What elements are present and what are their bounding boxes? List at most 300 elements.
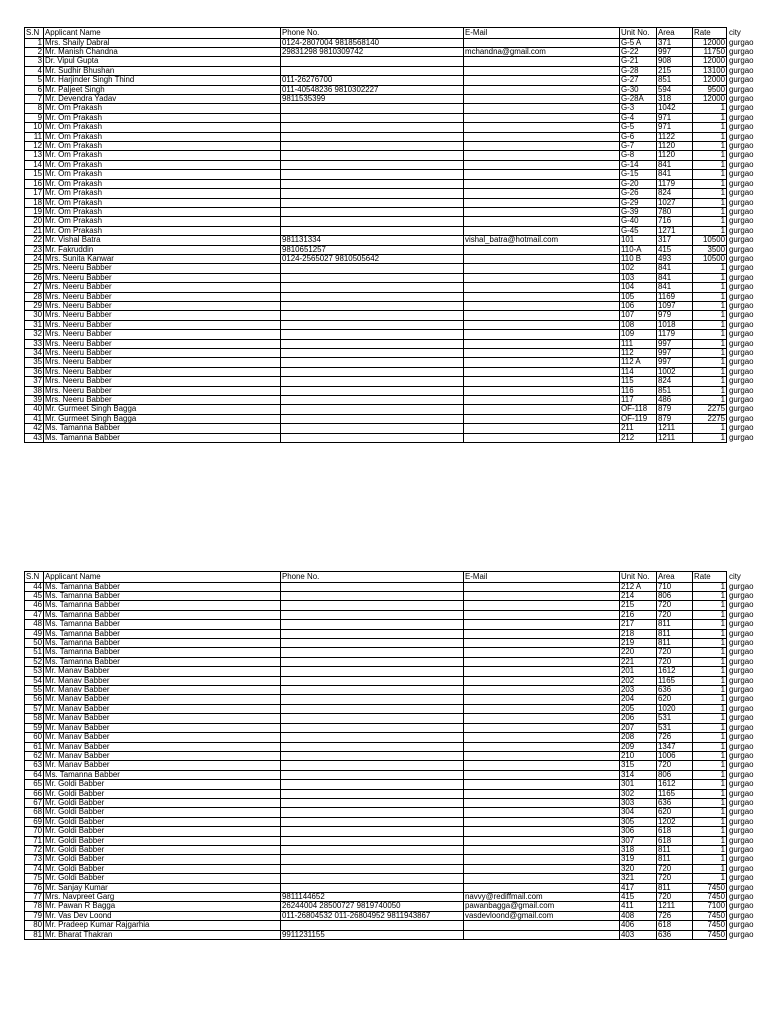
table-row [25, 57, 768, 66]
unit-cell: G-15 [620, 170, 657, 179]
city-cell: gurgao [729, 675, 754, 685]
area-cell: 841 [657, 170, 693, 179]
table-row [25, 874, 768, 883]
city-cell: gurgao [729, 244, 754, 254]
table-row [25, 358, 768, 367]
area-cell: 710 [657, 582, 693, 591]
name-cell: Mr. Goldi Babber [44, 874, 281, 883]
sn-cell: 80 [25, 921, 44, 930]
phone-cell [281, 377, 464, 386]
unit-cell: 304 [620, 808, 657, 817]
area-cell: 851 [657, 386, 693, 395]
sn-cell: 59 [25, 723, 44, 732]
name-cell: Mrs. Neeru Babber [44, 301, 281, 310]
table-row [25, 789, 768, 798]
city-cell: gurgao [729, 732, 754, 742]
unit-cell: G-27 [620, 76, 657, 85]
table-row [25, 349, 768, 358]
table-row [25, 433, 768, 442]
email-cell [464, 836, 620, 845]
unit-cell: 306 [620, 827, 657, 836]
sn-cell: 76 [25, 883, 44, 892]
name-cell: Mrs. Neeru Babber [44, 358, 281, 367]
email-cell [464, 921, 620, 930]
table-row [25, 104, 768, 113]
unit-cell: G-5 A [620, 38, 657, 47]
name-cell: Mr. Manav Babber [44, 667, 281, 676]
email-cell [464, 217, 620, 226]
area-cell: 811 [657, 883, 693, 892]
name-cell: Ms. Tamanna Babber [44, 610, 281, 619]
rate-cell: 1 [693, 367, 727, 376]
area-cell: 1027 [657, 198, 693, 207]
sn-cell: 68 [25, 808, 44, 817]
table-row [25, 657, 768, 666]
area-cell: 997 [657, 358, 693, 367]
unit-cell: 302 [620, 789, 657, 798]
rate-cell: 1 [693, 273, 727, 282]
email-cell [464, 396, 620, 405]
email-cell [464, 620, 620, 629]
phone-cell [281, 855, 464, 864]
email-cell [464, 85, 620, 94]
city-cell: gurgao [729, 329, 754, 339]
table-row [25, 424, 768, 433]
phone-cell [281, 864, 464, 873]
sn-cell: 9 [25, 113, 44, 122]
sn-cell: 7 [25, 95, 44, 104]
rate-cell: 1 [693, 179, 727, 188]
area-cell: 1165 [657, 676, 693, 685]
name-cell: Mr. Goldi Babber [44, 836, 281, 845]
phone-cell [281, 751, 464, 760]
sn-cell: 4 [25, 66, 44, 75]
area-cell: 841 [657, 160, 693, 169]
table-row [25, 414, 768, 423]
area-cell: 486 [657, 396, 693, 405]
city-cell: gurgao [729, 206, 754, 216]
sn-cell: 74 [25, 864, 44, 873]
email-cell [464, 339, 620, 348]
sheet-2 [24, 571, 768, 940]
city-cell: gurgao [729, 873, 754, 883]
header-sn: S.N [25, 28, 44, 39]
name-cell: Mr. Goldi Babber [44, 845, 281, 854]
unit-cell: 210 [620, 751, 657, 760]
phone-cell [281, 620, 464, 629]
city-cell: gurgao [729, 122, 754, 132]
area-cell: 618 [657, 827, 693, 836]
unit-cell: G-22 [620, 48, 657, 57]
name-cell: Mr. Om Prakash [44, 142, 281, 151]
city-cell: gurgao [729, 56, 754, 66]
phone-cell [281, 686, 464, 695]
email-cell [464, 320, 620, 329]
rate-cell: 1 [693, 189, 727, 198]
phone-cell [281, 582, 464, 591]
city-cell: gurgao [729, 892, 754, 901]
area-cell: 806 [657, 770, 693, 779]
rate-cell: 1 [693, 377, 727, 386]
sn-cell: 24 [25, 254, 44, 263]
phone-cell [281, 723, 464, 732]
email-cell [464, 245, 620, 254]
city-cell: gurgao [729, 920, 754, 930]
unit-cell: G-28 [620, 66, 657, 75]
phone-cell [281, 283, 464, 292]
header-row [25, 28, 768, 39]
name-cell: Mr. Om Prakash [44, 189, 281, 198]
phone-cell [281, 610, 464, 619]
header-area: Area [657, 28, 693, 39]
area-cell: 1042 [657, 104, 693, 113]
table-row [25, 405, 768, 414]
email-cell [464, 179, 620, 188]
unit-cell: G-8 [620, 151, 657, 160]
name-cell: Mrs. Neeru Babber [44, 339, 281, 348]
sn-cell: 8 [25, 104, 44, 113]
rate-cell: 1 [693, 198, 727, 207]
name-cell: Mr. Manav Babber [44, 704, 281, 713]
sn-cell: 67 [25, 798, 44, 807]
rate-cell: 1 [693, 639, 727, 648]
table-row [25, 845, 768, 854]
email-cell [464, 433, 620, 442]
name-cell: Mr. Goldi Babber [44, 798, 281, 807]
table-row [25, 207, 768, 216]
sn-cell: 5 [25, 76, 44, 85]
rate-cell: 1 [693, 207, 727, 216]
rate-cell: 1 [693, 714, 727, 723]
table-row [25, 132, 768, 141]
city-cell: gurgao [729, 94, 754, 104]
phone-cell: 0124-2565027 9810505642 [281, 254, 464, 263]
phone-cell [281, 639, 464, 648]
rate-cell: 1 [693, 751, 727, 760]
phone-cell [281, 424, 464, 433]
area-cell: 1347 [657, 742, 693, 751]
email-cell [464, 761, 620, 770]
table-row [25, 620, 768, 629]
city-cell: gurgao [729, 357, 754, 367]
rate-cell: 1 [693, 827, 727, 836]
rate-cell: 7100 [693, 902, 727, 911]
rate-cell: 10500 [693, 236, 727, 245]
table-row [25, 339, 768, 348]
phone-cell [281, 845, 464, 854]
rate-cell: 7450 [693, 930, 727, 939]
area-cell: 879 [657, 405, 693, 414]
unit-cell: 112 A [620, 358, 657, 367]
area-cell: 1018 [657, 320, 693, 329]
email-cell [464, 414, 620, 423]
unit-cell: 408 [620, 911, 657, 920]
sn-cell: 11 [25, 132, 44, 141]
email-cell [464, 292, 620, 301]
city-cell: gurgao [729, 263, 754, 273]
sn-cell: 52 [25, 657, 44, 666]
name-cell: Mr. Goldi Babber [44, 864, 281, 873]
email-cell [464, 723, 620, 732]
rate-cell: 1 [693, 170, 727, 179]
unit-cell: 320 [620, 864, 657, 873]
phone-cell [281, 170, 464, 179]
city-cell: gurgao [729, 591, 754, 600]
table-row [25, 723, 768, 732]
area-cell: 811 [657, 639, 693, 648]
city-cell: gurgao [729, 150, 754, 160]
phone-cell [281, 386, 464, 395]
name-cell: Ms. Tamanna Babber [44, 582, 281, 591]
table-row [25, 95, 768, 104]
email-cell [464, 704, 620, 713]
area-cell: 415 [657, 245, 693, 254]
name-cell: Mr. Goldi Babber [44, 827, 281, 836]
email-cell: pawanbagga@gmail.com [464, 902, 620, 911]
unit-cell: 303 [620, 798, 657, 807]
rate-cell: 3500 [693, 245, 727, 254]
sn-cell: 12 [25, 142, 44, 151]
rate-cell: 1 [693, 855, 727, 864]
area-cell: 1211 [657, 433, 693, 442]
area-cell: 1612 [657, 667, 693, 676]
sn-cell: 18 [25, 198, 44, 207]
table-row [25, 761, 768, 770]
name-cell: Mr. Harjinder Singh Thind [44, 76, 281, 85]
unit-cell: 114 [620, 367, 657, 376]
area-cell: 720 [657, 761, 693, 770]
city-cell: gurgao [729, 178, 754, 188]
area-cell: 317 [657, 236, 693, 245]
name-cell: Ms. Tamanna Babber [44, 592, 281, 601]
email-cell [464, 386, 620, 395]
sn-cell: 49 [25, 629, 44, 638]
rate-cell: 1 [693, 292, 727, 301]
name-cell: Mr. Om Prakash [44, 151, 281, 160]
unit-cell: G-20 [620, 179, 657, 188]
rate-cell: 1 [693, 667, 727, 676]
area-cell: 720 [657, 610, 693, 619]
unit-cell: 315 [620, 761, 657, 770]
unit-cell: 301 [620, 780, 657, 789]
city-cell: gurgao [729, 816, 754, 826]
name-cell: Mrs. Neeru Babber [44, 396, 281, 405]
phone-cell [281, 657, 464, 666]
email-cell [464, 657, 620, 666]
unit-cell: G-39 [620, 207, 657, 216]
rate-cell: 1 [693, 330, 727, 339]
phone-cell [281, 311, 464, 320]
name-cell: Mr. Fakruddin [44, 245, 281, 254]
city-cell: gurgao [729, 685, 754, 695]
sheet-1 [24, 27, 768, 443]
rate-cell: 1 [693, 686, 727, 695]
area-cell: 851 [657, 76, 693, 85]
sn-cell: 57 [25, 704, 44, 713]
name-cell: Ms. Tamanna Babber [44, 648, 281, 657]
area-cell: 716 [657, 217, 693, 226]
city-cell: gurgao [729, 694, 754, 704]
area-cell: 1120 [657, 142, 693, 151]
name-cell: Mr. Om Prakash [44, 198, 281, 207]
city-cell: gurgao [729, 404, 754, 414]
city-cell: gurgao [729, 854, 754, 864]
phone-cell [281, 780, 464, 789]
name-cell: Mr. Om Prakash [44, 132, 281, 141]
name-cell: Mr. Vishal Batra [44, 236, 281, 245]
phone-cell [281, 770, 464, 779]
unit-cell: G-29 [620, 198, 657, 207]
rate-cell: 10500 [693, 254, 727, 263]
sn-cell: 41 [25, 414, 44, 423]
area-cell: 841 [657, 264, 693, 273]
unit-cell: 411 [620, 902, 657, 911]
rate-cell: 1 [693, 151, 727, 160]
sn-cell: 6 [25, 85, 44, 94]
name-cell: Mr. Manav Babber [44, 751, 281, 760]
rate-cell: 1 [693, 620, 727, 629]
unit-cell: 212 A [620, 582, 657, 591]
area-cell: 720 [657, 893, 693, 902]
name-cell: Mr. Gurmeet Singh Bagga [44, 414, 281, 423]
rate-cell: 1 [693, 836, 727, 845]
sn-cell: 63 [25, 761, 44, 770]
sn-cell: 1 [25, 38, 44, 47]
table-row [25, 76, 768, 85]
area-cell: 824 [657, 189, 693, 198]
sn-cell: 70 [25, 827, 44, 836]
phone-cell: 9811144652 [281, 893, 464, 902]
city-cell: gurgao [729, 141, 754, 151]
unit-cell: 202 [620, 676, 657, 685]
area-cell: 1179 [657, 330, 693, 339]
rate-cell: 1 [693, 123, 727, 132]
area-cell: 493 [657, 254, 693, 263]
email-cell [464, 582, 620, 591]
area-cell: 780 [657, 207, 693, 216]
sn-cell: 60 [25, 733, 44, 742]
applicant-table-1 [24, 27, 768, 443]
unit-cell: 216 [620, 610, 657, 619]
rate-cell: 1 [693, 676, 727, 685]
unit-cell: 110-A [620, 245, 657, 254]
area-cell: 841 [657, 283, 693, 292]
table-row [25, 367, 768, 376]
name-cell: Mrs. Neeru Babber [44, 367, 281, 376]
phone-cell [281, 320, 464, 329]
sn-cell: 21 [25, 226, 44, 235]
area-cell: 636 [657, 930, 693, 939]
rate-cell: 12000 [693, 95, 727, 104]
table-row [25, 66, 768, 75]
area-cell: 1165 [657, 789, 693, 798]
table-row [25, 245, 768, 254]
unit-cell: 115 [620, 377, 657, 386]
phone-cell [281, 273, 464, 282]
table-row [25, 85, 768, 94]
name-cell: Mr. Manav Babber [44, 761, 281, 770]
phone-cell [281, 66, 464, 75]
phone-cell [281, 189, 464, 198]
unit-cell: 305 [620, 817, 657, 826]
area-cell: 1612 [657, 780, 693, 789]
area-cell: 720 [657, 657, 693, 666]
rate-cell: 1 [693, 320, 727, 329]
unit-cell: 214 [620, 592, 657, 601]
name-cell: Mr. Devendra Yadav [44, 95, 281, 104]
name-cell: Ms. Tamanna Babber [44, 770, 281, 779]
city-cell: gurgao [729, 385, 754, 395]
email-cell [464, 113, 620, 122]
sn-cell: 38 [25, 386, 44, 395]
phone-cell [281, 132, 464, 141]
name-cell: Mrs. Neeru Babber [44, 320, 281, 329]
header-phone: Phone No. [281, 572, 464, 583]
phone-cell [281, 405, 464, 414]
name-cell: Mr. Sanjay Kumar [44, 883, 281, 892]
phone-cell [281, 198, 464, 207]
city-cell: gurgao [729, 929, 754, 939]
email-cell [464, 667, 620, 676]
rate-cell: 7450 [693, 883, 727, 892]
phone-cell [281, 733, 464, 742]
rate-cell: 1 [693, 339, 727, 348]
phone-cell [281, 414, 464, 423]
email-cell [464, 311, 620, 320]
rate-cell: 2275 [693, 414, 727, 423]
city-cell: gurgao [729, 159, 754, 169]
email-cell [464, 377, 620, 386]
area-cell: 1211 [657, 902, 693, 911]
name-cell: Mrs. Sunita Kanwar [44, 254, 281, 263]
area-cell: 1179 [657, 179, 693, 188]
unit-cell: G-26 [620, 189, 657, 198]
area-cell: 620 [657, 808, 693, 817]
city-cell: gurgao [729, 253, 754, 263]
header-city: city [729, 28, 741, 37]
sn-cell: 35 [25, 358, 44, 367]
table-row [25, 817, 768, 826]
email-cell [464, 864, 620, 873]
email-cell [464, 855, 620, 864]
name-cell: Mr. Om Prakash [44, 217, 281, 226]
sn-cell: 36 [25, 367, 44, 376]
rate-cell: 1 [693, 733, 727, 742]
city-cell: gurgao [729, 216, 754, 226]
city-cell: gurgao [729, 844, 754, 854]
area-cell: 636 [657, 686, 693, 695]
table-row [25, 930, 768, 939]
unit-cell: G-40 [620, 217, 657, 226]
rate-cell: 12000 [693, 57, 727, 66]
rate-cell: 1 [693, 301, 727, 310]
name-cell: Mrs. Neeru Babber [44, 349, 281, 358]
unit-cell: G-6 [620, 132, 657, 141]
sn-cell: 78 [25, 902, 44, 911]
area-cell: 318 [657, 95, 693, 104]
email-cell [464, 601, 620, 610]
table-body [25, 582, 768, 939]
sn-cell: 19 [25, 207, 44, 216]
email-cell [464, 845, 620, 854]
table-row [25, 330, 768, 339]
sn-cell: 10 [25, 123, 44, 132]
sn-cell: 81 [25, 930, 44, 939]
table-row [25, 610, 768, 619]
area-cell: 1271 [657, 226, 693, 235]
city-cell: gurgao [729, 103, 754, 113]
rate-cell: 1 [693, 761, 727, 770]
